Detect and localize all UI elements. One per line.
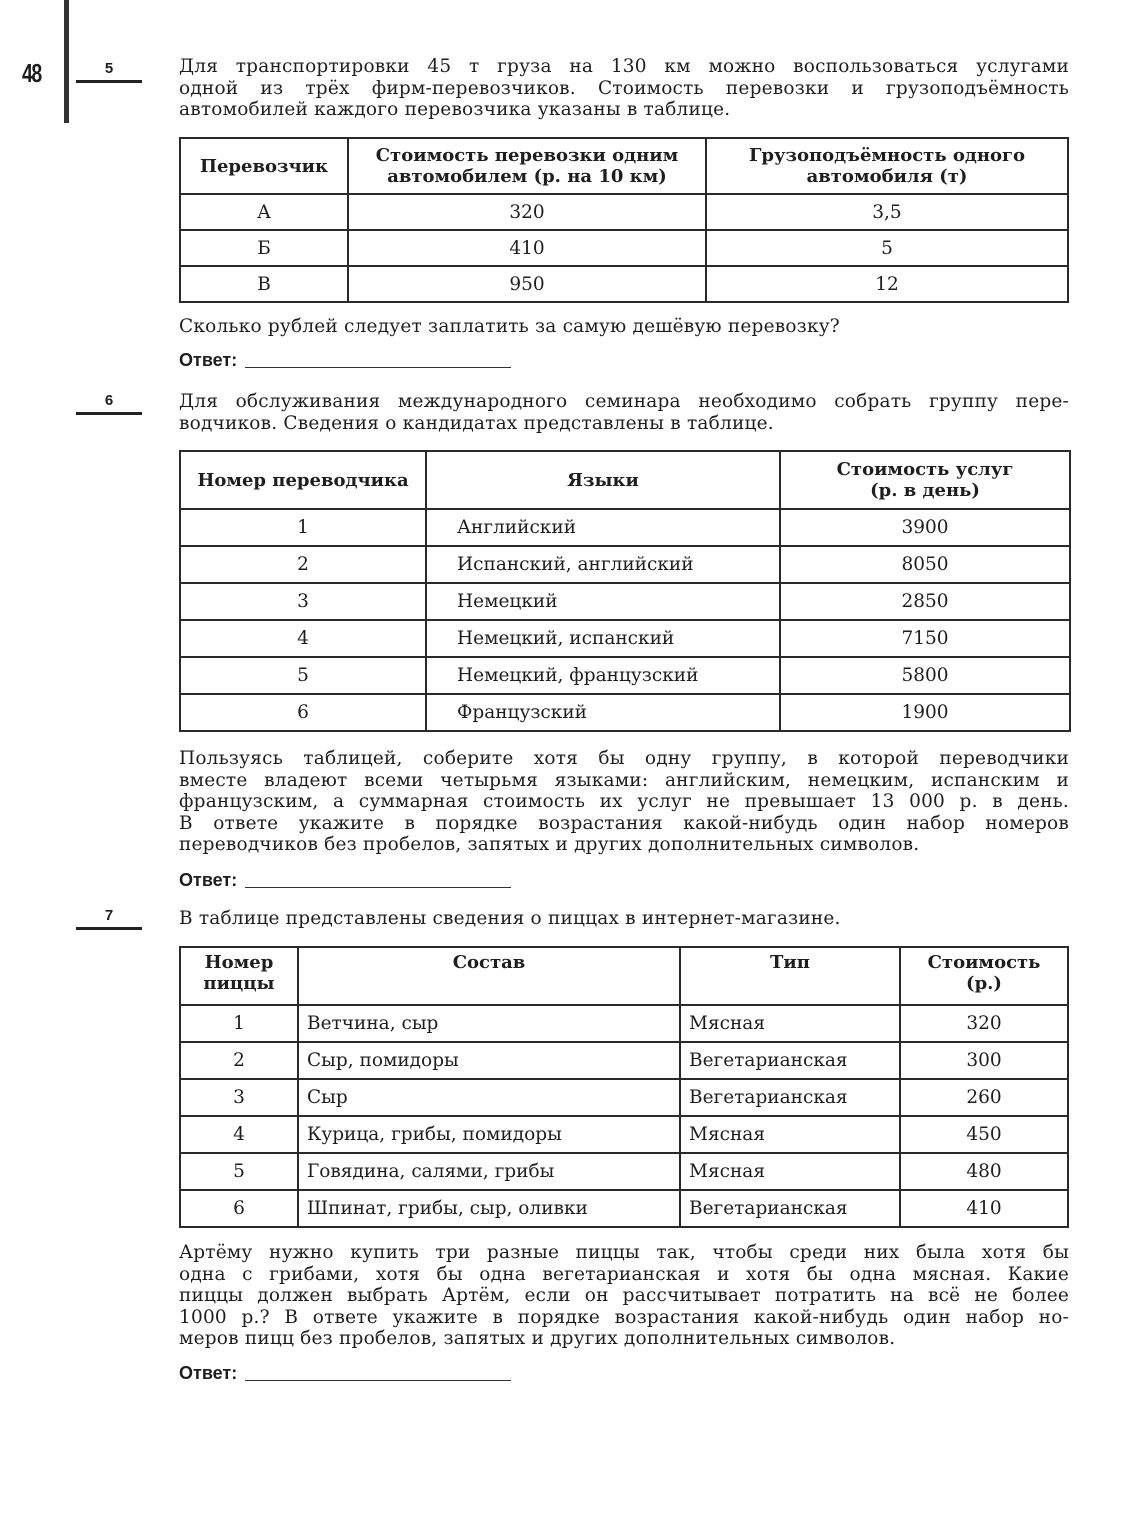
table-row: 1 Ветчина, сыр Мясная 320: [180, 1005, 1068, 1042]
table-row: А 320 3,5: [180, 194, 1068, 230]
table-row: 6 Французский 1900: [180, 694, 1070, 731]
task-6-question: Пользуясь таблицей, соберите хотя бы одну группу, в которой переводчики вместе владеют всеми четырьмя языками: английским, немецким, испанским и французским, а суммарная стоимость их услуг не превышает 13 000 р. в день. В ответе укажите в порядке возрастания какой-нибудь один набор номеров переводчиков без пробелов, запятых и других дополнительных символов.: [179, 748, 1069, 855]
margin-bar: [64, 0, 69, 123]
task-6-answer: Ответ:: [179, 870, 511, 891]
carriers-table: [179, 137, 1069, 303]
header-cell: Языки: [426, 451, 780, 509]
page-number: 48: [22, 58, 41, 88]
task-7-intro: В таблице представлены сведения о пиццах в интернет-магазине.: [179, 908, 841, 929]
table-row: Б 410 5: [180, 230, 1068, 266]
header-cell: Номер пиццы: [180, 947, 298, 1005]
answer-field[interactable]: [245, 1380, 511, 1381]
table-row: В 950 12: [180, 266, 1068, 302]
table-header-row: [180, 138, 1068, 194]
table-row: 4 Курица, грибы, помидоры Мясная 450: [180, 1116, 1068, 1153]
translators-table: [179, 450, 1071, 732]
task-number-5: 5: [76, 60, 142, 83]
header-cell: Состав: [298, 947, 680, 1005]
table-row: 4 Немецкий, испанский 7150: [180, 620, 1070, 657]
task-number-6: 6: [76, 392, 142, 415]
table-row: 2 Сыр, помидоры Вегетарианская 300: [180, 1042, 1068, 1079]
table-row: 5 Говядина, салями, грибы Мясная 480: [180, 1153, 1068, 1190]
header-cell: Стоимость перевозки одним автомобилем (р. на 10 км): [348, 138, 706, 194]
table-row: 3 Немецкий 2850: [180, 583, 1070, 620]
header-cell: Номер переводчика: [180, 451, 426, 509]
header-cell: Грузоподъёмность одного автомобиля (т): [706, 138, 1068, 194]
task-5-answer: Ответ:: [179, 350, 511, 371]
task-number-7: 7: [76, 907, 142, 930]
header-cell: Тип: [680, 947, 900, 1005]
task-5-question: Сколько рублей следует заплатить за самую дешёвую перевозку?: [179, 316, 840, 337]
header-cell: Перевозчик: [180, 138, 348, 194]
table-row: 1 Английский 3900: [180, 509, 1070, 546]
table-header-row: [180, 947, 1068, 1005]
task-7-question: Артёму нужно купить три разные пиццы так, чтобы среди них была хотя бы одна с грибами, хотя бы одна вегетарианская и хотя бы одна мясная. Какие пиццы должен выбрать Артём, если он рассчитывает потратить на всё не более 1000 р.? В ответе укажите в порядке возрастания какой-нибудь один набор но- меров пицц без пробелов, запятых и других дополнительных символов.: [179, 1242, 1069, 1349]
task-7-answer: Ответ:: [179, 1363, 511, 1384]
table-row: 2 Испанский, английский 8050: [180, 546, 1070, 583]
task-5-intro: Для транспортировки 45 т груза на 130 км можно воспользоваться услугами одной из трёх фирм-перевозчиков. Стоимость перевозки и грузоподъёмность автомобилей каждого перевозчика указаны в таблице.: [179, 56, 1069, 120]
header-cell: Стоимость (р.): [900, 947, 1068, 1005]
table-row: 3 Сыр Вегетарианская 260: [180, 1079, 1068, 1116]
table-row: 6 Шпинат, грибы, сыр, оливки Вегетарианская 410: [180, 1190, 1068, 1227]
answer-field[interactable]: [245, 887, 511, 888]
task-6-intro: Для обслуживания международного семинара необходимо собрать группу пере- водчиков. Сведения о кандидатах представлены в таблице.: [179, 391, 1069, 434]
answer-field[interactable]: [245, 367, 511, 368]
header-cell: Стоимость услуг (р. в день): [780, 451, 1070, 509]
table-header-row: [180, 451, 1070, 509]
pizzas-table: [179, 946, 1069, 1228]
table-row: 5 Немецкий, французский 5800: [180, 657, 1070, 694]
